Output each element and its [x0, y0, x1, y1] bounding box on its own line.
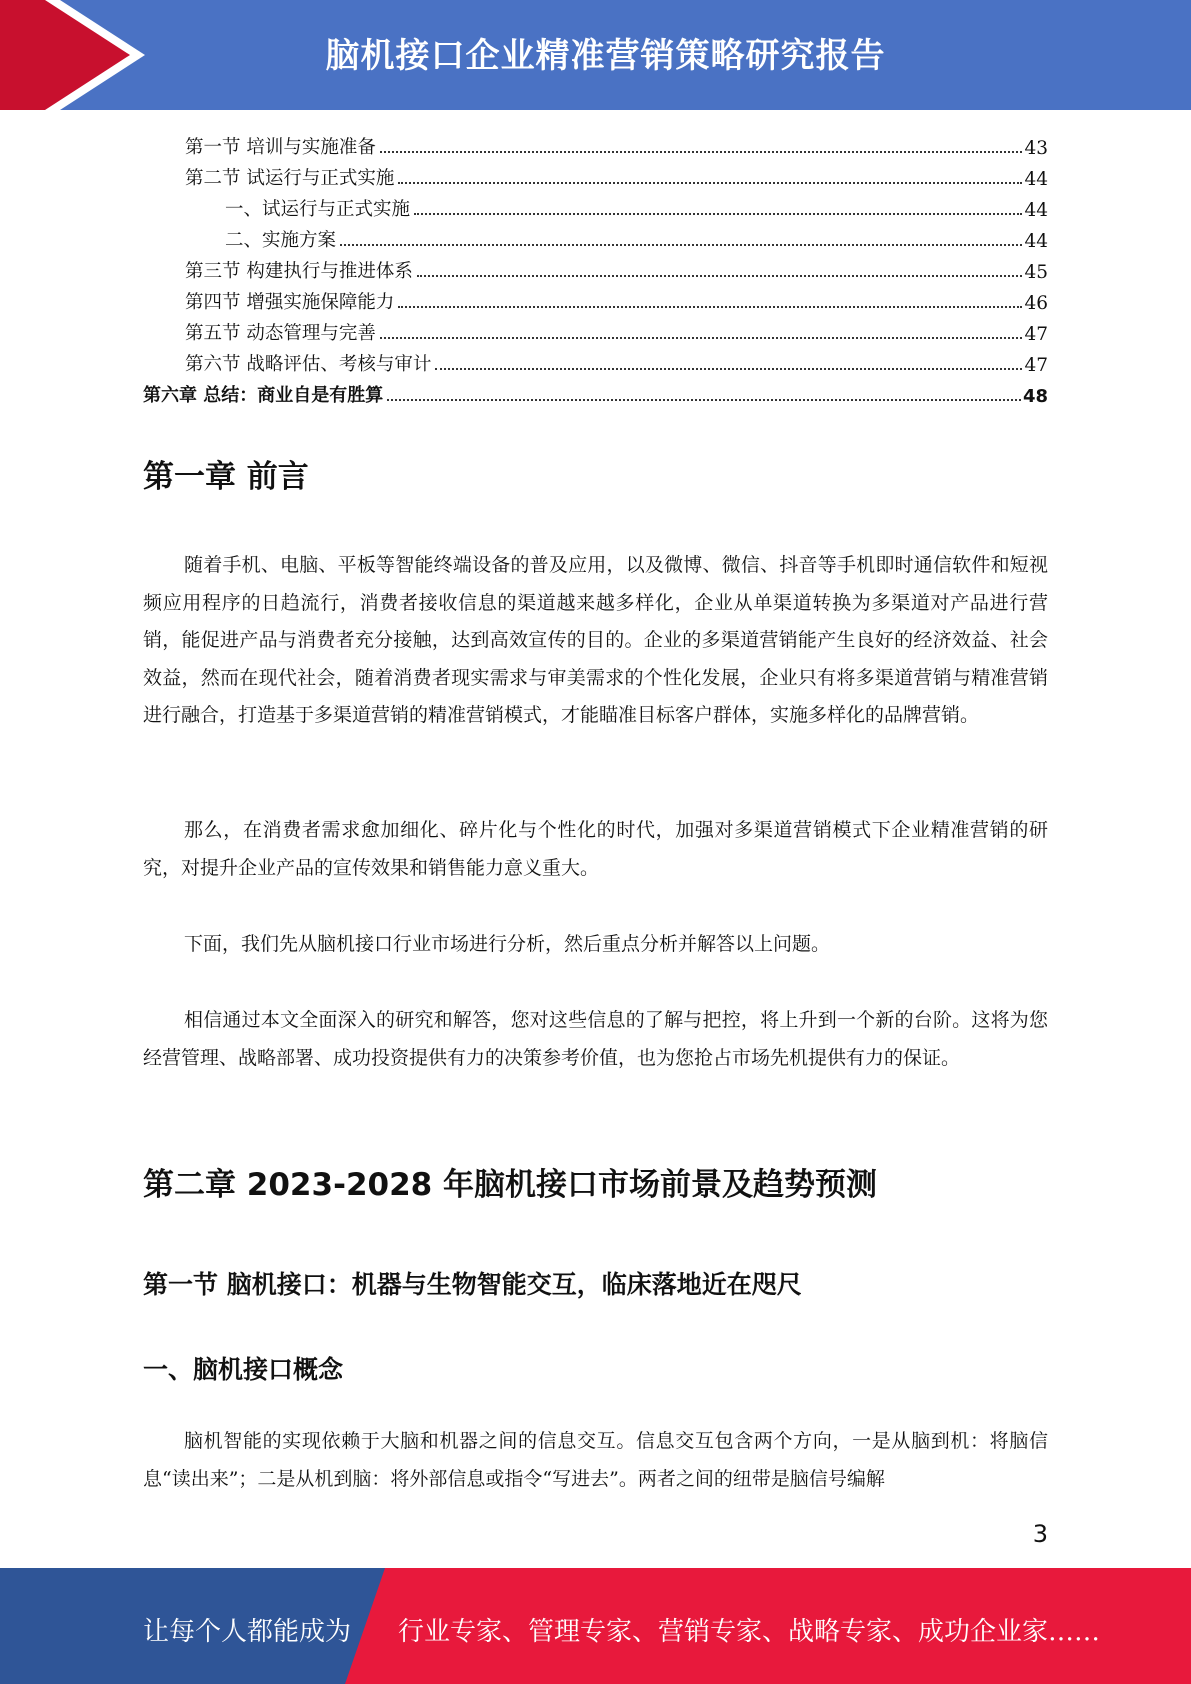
body-paragraph: 脑机智能的实现依赖于大脑和机器之间的信息交互。信息交互包含两个方向，一是从脑到机：将脑信息“读出来”；二是从机到脑：将外部信息或指令“写进去”。两者之间的纽带是脑信号编解 — [143, 1430, 1048, 1490]
toc-entry-page: 47 — [1024, 355, 1048, 376]
toc-entry-page: 43 — [1024, 138, 1048, 159]
body-paragraph: 相信通过本文全面深入的研究和解答，您对这些信息的了解与把控，将上升到一个新的台阶。这将为您经营管理、战略部署、成功投资提供有力的决策参考价值，也为您抢占市场先机提供有力的保证。 — [143, 1009, 1048, 1069]
toc-entry-page: 44 — [1024, 200, 1048, 221]
toc-entry-label: 第四节 增强实施保障能力 — [185, 292, 395, 313]
toc-entry[interactable] — [143, 221, 1048, 252]
toc-entry[interactable] — [143, 128, 1048, 159]
subsection-heading: 一、脑机接口概念 — [143, 1355, 344, 1384]
toc-leader-dots — [380, 337, 1023, 339]
toc-entry-label: 第五节 动态管理与完善 — [185, 323, 376, 344]
body-paragraph: 下面，我们先从脑机接口行业市场进行分析，然后重点分析并解答以上问题。 — [184, 933, 831, 955]
chapter-heading: 第一章 前言 — [143, 459, 309, 495]
toc-entry[interactable] — [143, 314, 1048, 345]
toc-entry-page: 45 — [1024, 262, 1048, 283]
toc-entry-label: 一、试运行与正式实施 — [225, 199, 411, 220]
toc-entry-label: 第三节 构建执行与推进体系 — [185, 261, 413, 282]
section-heading: 第一节 脑机接口：机器与生物智能交互，临床落地近在咫尺 — [143, 1270, 802, 1299]
toc-entry-page: 48 — [1022, 386, 1048, 407]
toc-leader-dots — [414, 213, 1022, 215]
page-header — [0, 0, 1191, 110]
toc-entry-chapter[interactable] — [143, 376, 1048, 407]
toc-entry-label: 第二节 试运行与正式实施 — [185, 168, 395, 189]
toc-entry[interactable] — [143, 190, 1048, 221]
toc-entry[interactable] — [143, 345, 1048, 376]
toc-entry-label: 第一节 培训与实施准备 — [185, 137, 376, 158]
table-of-contents — [143, 128, 1048, 407]
toc-leader-dots — [435, 368, 1022, 370]
toc-leader-dots — [387, 399, 1021, 401]
toc-leader-dots — [340, 244, 1022, 246]
report-title: 脑机接口企业精准营销策略研究报告 — [325, 36, 886, 76]
toc-leader-dots — [380, 151, 1023, 153]
footer-slogan-right: 行业专家、管理专家、营销专家、战略专家、成功企业家…… — [398, 1617, 1101, 1647]
toc-leader-dots — [417, 275, 1023, 277]
toc-leader-dots — [398, 182, 1022, 184]
footer-slogan-left: 让每个人都能成为 — [143, 1617, 352, 1647]
page-footer — [0, 1568, 1191, 1684]
toc-entry-label: 第六章 总结：商业自是有胜算 — [143, 385, 384, 406]
toc-entry[interactable] — [143, 252, 1048, 283]
toc-entry[interactable] — [143, 283, 1048, 314]
body-paragraph: 那么，在消费者需求愈加细化、碎片化与个性化的时代，加强对多渠道营销模式下企业精准营销的研究，对提升企业产品的宣传效果和销售能力意义重大。 — [143, 819, 1048, 879]
toc-entry[interactable] — [143, 159, 1048, 190]
toc-leader-dots — [398, 306, 1022, 308]
body-paragraph: 随着手机、电脑、平板等智能终端设备的普及应用，以及微博、微信、抖音等手机即时通信软件和短视频应用程序的日趋流行，消费者接收信息的渠道越来越多样化，企业从单渠道转换为多渠道对产品进行营销，能促进产品与消费者充分接触，达到高效宣传的目的。企业的多渠道营销能产生良好的经济效益、社会效益，然而在现代社会，随着消费者现实需求与审美需求的个性化发展，企业只有将多渠道营销与精准营销进行融合，打造基于多渠道营销的精准营销模式，才能瞄准目标客户群体，实施多样化的品牌营销。 — [143, 554, 1048, 726]
toc-entry-page: 47 — [1024, 324, 1048, 345]
toc-entry-page: 44 — [1024, 169, 1048, 190]
toc-entry-page: 44 — [1024, 231, 1048, 252]
toc-entry-label: 第六节 战略评估、考核与审计 — [185, 354, 432, 375]
chapter-heading: 第二章 2023-2028 年脑机接口市场前景及趋势预测 — [143, 1167, 878, 1203]
toc-entry-page: 46 — [1024, 293, 1048, 314]
page-number: 3 — [1032, 1520, 1048, 1548]
toc-entry-label: 二、实施方案 — [225, 230, 337, 251]
